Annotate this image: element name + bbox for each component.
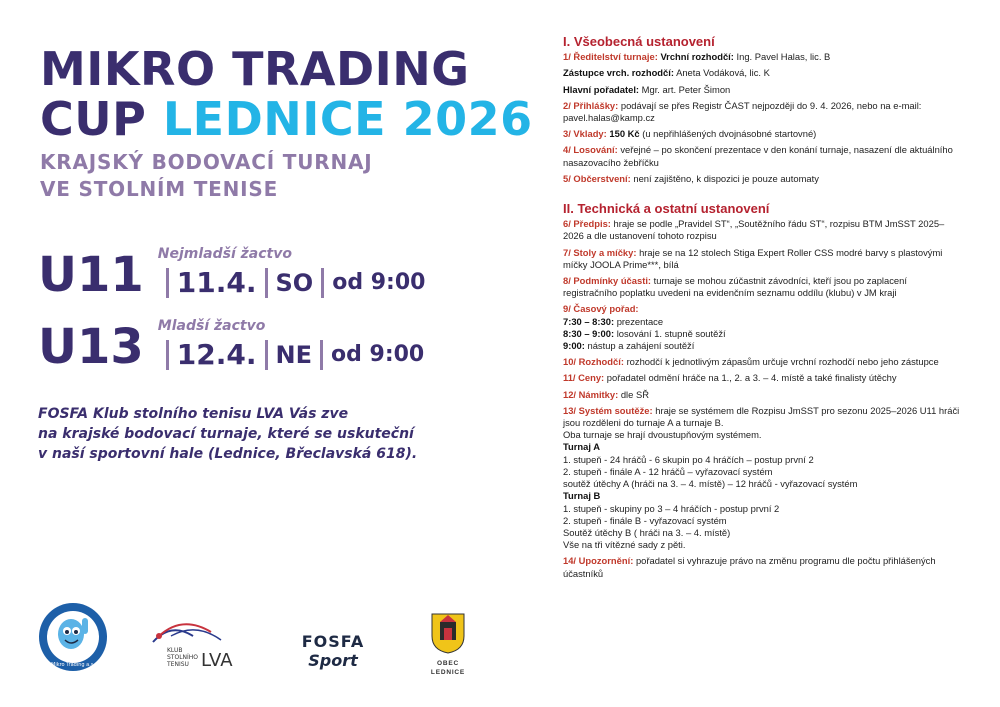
rule-value: dle SŘ: [620, 388, 649, 400]
rule-value: nástup a zahájení soutěží: [587, 340, 695, 352]
rule-value: Aneta Vodáková, lic. K: [676, 67, 770, 79]
category-date: 11.4.: [176, 266, 257, 299]
rule-value: soutěž útěchy A (hráči na 3. – 4. místě) – 12 hráčů - vyřazovací systém: [563, 478, 858, 490]
title-line2: [40, 92, 533, 146]
rule-value: veřejné – po skončení prezentace v den konání turnaje, nasazení dle aktuálního nasazovacího žebříčku: [563, 144, 953, 168]
rule-value: losování 1. stupně soutěží: [616, 327, 726, 339]
rule-subkey: Vrchní rozhodčí:: [660, 51, 734, 63]
rule-value: hraje se na 12 stolech Stiga Expert Roller CSS modré barvy s plastovými míčky JOOLA Prime***, bílá: [563, 246, 943, 270]
svg-text:TENISU: TENISU: [167, 661, 189, 668]
rule-key: 14/ Upozornění:: [563, 555, 634, 567]
title-line1: MIKRO TRADING: [40, 42, 470, 96]
coat-of-arms-icon: [430, 612, 466, 654]
obec-label: OBEC: [437, 660, 459, 667]
rule-item: [563, 100, 963, 124]
title-lednice: LEDNICE 2026: [162, 92, 533, 146]
rule-value: 1. stupeň - 24 hráčů - 6 skupin po 4 hráčích – postup první 2: [563, 453, 814, 465]
category-u13: [38, 318, 425, 375]
rule-value: není zajištěno, k dispozici je pouze automaty: [633, 172, 819, 184]
rules-column: [563, 36, 963, 584]
rule-item: [563, 389, 963, 401]
rule-value: pořadatel si vyhrazuje právo na změnu programu dle počtu přihlášených účastníků: [563, 555, 936, 579]
ping-pong-swoosh-icon: [151, 614, 251, 674]
rule-key: 8/ Podmínky účasti:: [563, 275, 652, 287]
invite-line: v naší sportovní hale (Lednice, Břeclavská 618).: [38, 446, 418, 462]
rule-key: 2/ Přihlášky:: [563, 99, 619, 111]
rule-value: Mgr. art. Peter Šimon: [641, 83, 731, 95]
svg-text:LVA: LVA: [201, 650, 233, 671]
rule-item: [563, 372, 963, 384]
svg-text:Mikro Trading a.s.: Mikro Trading a.s.: [51, 662, 95, 668]
mascot-icon: [38, 600, 108, 674]
invite-line: FOSFA Klub stolního tenisu LVA Vás zve: [38, 406, 349, 422]
rule-item: [563, 67, 963, 79]
subtitle-line2: VE STOLNÍM TENISE: [40, 177, 279, 201]
tournament-a-title: Turnaj A: [563, 441, 600, 453]
rule-item: [563, 173, 963, 185]
rule-key: 3/ Vklady:: [563, 128, 607, 140]
rule-item: [563, 218, 963, 242]
category-label: Mladší žactvo: [157, 318, 266, 334]
rule-item: [563, 555, 963, 579]
rule-value: hraje se systémem dle Rozpisu JmSST pro sezonu 2025–2026 U11 hráči jsou rozděleni do turnaje A a turnaje B.: [563, 404, 960, 429]
rule-key: 7/ Stoly a míčky:: [563, 246, 637, 258]
rule-value: Oba turnaje se hrají dvoustupňovým systémem.: [563, 429, 762, 441]
rule-key: 12/ Námitky:: [563, 388, 619, 400]
rule-item: [563, 128, 963, 140]
rule-value: (u nepřihlášených dvojnásobné startovné): [642, 128, 817, 140]
time-slot: 7:30 – 8:30:: [563, 315, 615, 327]
rule-value: podávají se přes Registr ČAST nejpozději do 9. 4. 2026, nebo na e-mail: pavel.halas@kamp.cz: [563, 99, 922, 124]
divider: [166, 340, 169, 370]
fosfa-sport-logo: [283, 632, 383, 672]
time-slot: 8:30 – 9:00:: [563, 327, 615, 339]
rule-item: [563, 247, 963, 271]
rule-subkey: Hlavní pořadatel:: [563, 83, 640, 95]
tournament-b-title: Turnaj B: [563, 490, 601, 502]
svg-text:KLUB: KLUB: [167, 647, 183, 654]
rule-key: 6/ Předpis:: [563, 218, 611, 230]
rule-value: rozhodčí k jednotlivým zápasům určuje vrchní rozhodčí nebo jeho zástupce: [626, 356, 939, 368]
rule-item: [563, 303, 963, 352]
rule-item: [563, 405, 963, 551]
divider: [320, 340, 323, 370]
rule-item: [563, 51, 963, 63]
obec-lednice-logo: [418, 612, 478, 678]
category-time: od 9:00: [332, 270, 426, 295]
invite-line: na krajské bodovací turnaje, které se uskuteční: [38, 426, 414, 442]
rule-item: [563, 356, 963, 368]
category-code: U13: [38, 319, 144, 375]
rule-key: 11/ Ceny:: [563, 372, 605, 384]
category-label: Nejmladší žactvo: [157, 246, 292, 262]
svg-text:STOLNÍHO: STOLNÍHO: [167, 654, 199, 661]
rule-value: 1. stupeň - skupiny po 3 – 4 hráčích - postup první 2: [563, 502, 780, 514]
rule-item: [563, 84, 963, 96]
divider: [265, 340, 268, 370]
subtitle-line1: KRAJSKÝ BODOVACÍ TURNAJ: [40, 150, 373, 174]
divider: [321, 268, 324, 298]
rule-key: 5/ Občerstvení:: [563, 172, 631, 184]
title-cup: CUP: [40, 92, 147, 146]
rule-value: turnaje se mohou zúčastnit závodníci, kteří jsou po zaplacení registračního poplatku uvedeni na evidenčním seznamu oddílu (klubu) v JM kraji: [563, 275, 907, 299]
invitation-text: [38, 404, 438, 464]
time-slot: 9:00:: [563, 340, 585, 352]
category-code: U11: [38, 247, 144, 303]
rule-key: 1/ Ředitelství turnaje:: [563, 51, 658, 63]
divider: [265, 268, 268, 298]
rule-item: [563, 144, 963, 168]
obec-name: LEDNICE: [430, 669, 466, 676]
sponsor-logos: [38, 600, 478, 680]
category-day: SO: [275, 268, 314, 297]
rule-value: pořadatel odmění hráče na 1., 2. a 3. – 4. místě a také finalisty útěchy: [606, 372, 897, 384]
rule-value: Soutěž útěchy B ( hráči na 3. – 4. místě): [563, 526, 731, 538]
rule-value: 2. stupeň - finále B - vyřazovací systém: [563, 514, 727, 526]
fosfa-text: FOSFA: [301, 632, 365, 651]
category-time: od 9:00: [331, 342, 425, 367]
rule-item: [563, 275, 963, 299]
rule-value: Vše na tři vítězné sady z pěti.: [563, 539, 686, 551]
rule-key: 13/ Systém soutěže:: [563, 404, 653, 416]
rule-key: 10/ Rozhodčí:: [563, 356, 624, 368]
mikro-trading-logo: [38, 600, 108, 674]
rule-value: Ing. Pavel Halas, lic. B: [736, 51, 831, 63]
category-date: 12.4.: [176, 338, 257, 371]
section-title: II. Technická a ostatní ustanovení: [563, 201, 770, 217]
lva-club-logo: [151, 614, 251, 674]
category-u11: [38, 246, 426, 303]
rule-subkey: Zástupce vrch. rozhodčí:: [563, 67, 674, 79]
section-title: I. Všeobecná ustanovení: [563, 34, 715, 49]
divider: [166, 268, 169, 298]
category-day: NE: [275, 340, 312, 369]
fosfa-sport-text: Sport: [308, 651, 358, 670]
rule-value: 2. stupeň - finále A - 12 hráčů – vyřazovací systém: [563, 465, 773, 477]
rule-key: 4/ Losování:: [563, 144, 618, 156]
rule-value: prezentace: [616, 315, 664, 327]
rule-key: 9/ Časový pořad:: [563, 303, 639, 315]
rule-value: hraje se podle „Pravidel ST“, „Soutěžního řádu ST“, rozpisu BTM JmSST 2025–2026 a dle ustanovení tohoto rozpisu: [563, 218, 945, 242]
fee-amount: 150 Kč: [609, 128, 640, 140]
